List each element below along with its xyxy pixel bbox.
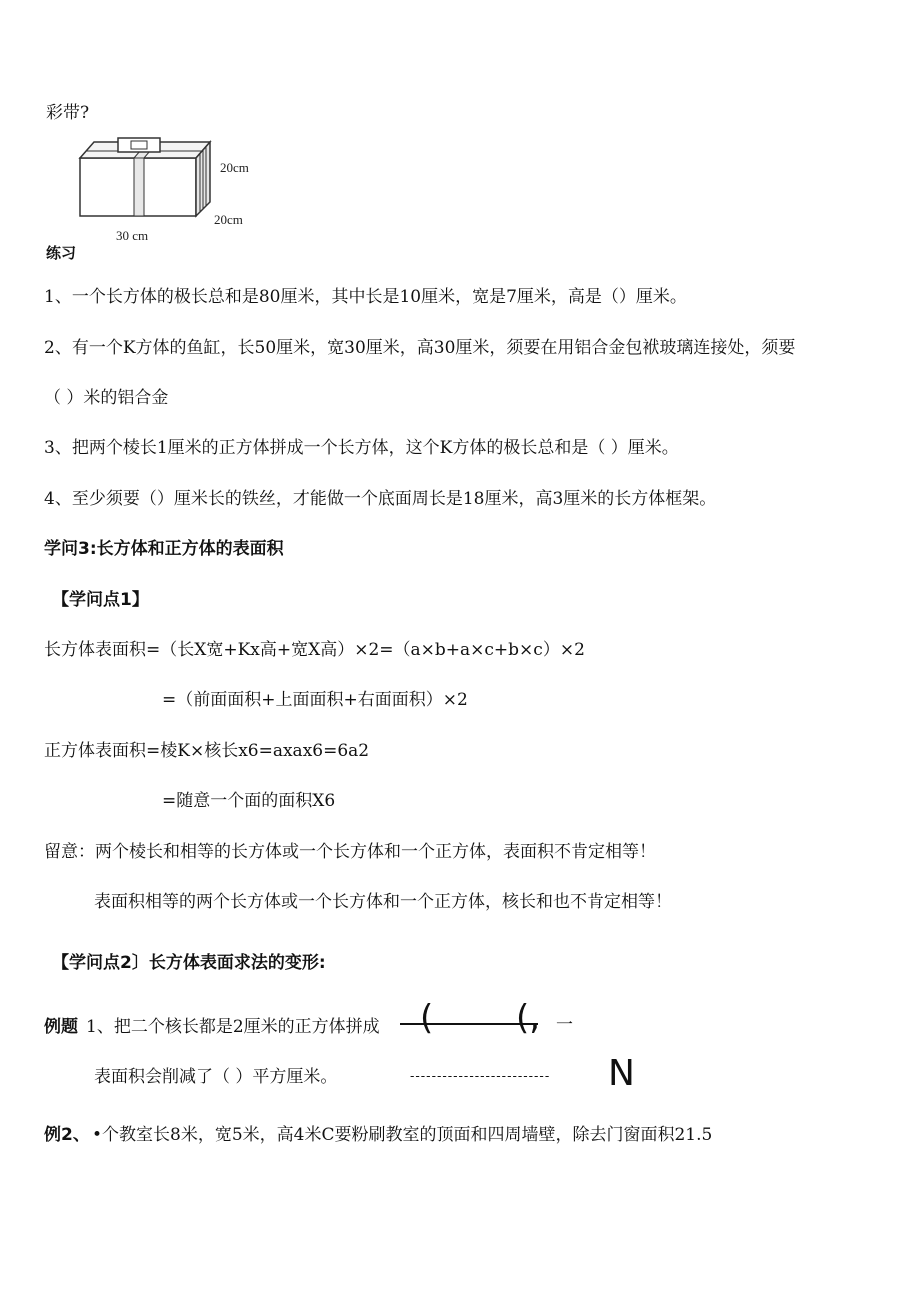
example1-letter: N <box>608 1053 635 1094</box>
example1-line2: 表面积会削减了（ ）平方厘米。 <box>94 1067 338 1087</box>
label-length: 30 cm <box>116 228 149 243</box>
example2-text: •个教室长8米，宽5米，高4米C要粉刷教室的顶面和四周墙壁，除去门窗面积21.5 <box>92 1125 713 1145</box>
intro-tail: 彩带? <box>46 103 90 123</box>
point1-title: 【学问点1】 <box>52 590 149 610</box>
note-2: 表面积相等的两个长方体或一个长方体和一个正方体，核长和也不肯定相等！ <box>94 892 672 912</box>
point2-title: 【学问点2〕长方体表面求法的变形: <box>52 953 326 973</box>
formula-cuboid-2: =（前面面积+上面面积+右面面积）×2 <box>162 690 468 710</box>
example1-dashes: -------------------------- <box>410 1069 551 1084</box>
formula-cube-2: =随意一个面的面积X6 <box>162 791 336 811</box>
formula-cuboid: 长方体表面积=（长X宽+Kx高+宽X高）×2=（a×b+a×c+b×c）×2 <box>44 640 585 660</box>
example1-text: 1、把二个核长都是2厘米的正方体拼成 <box>86 1017 380 1037</box>
example1-glyph-2: (, <box>516 998 541 1038</box>
example1-tail: 一 <box>556 1015 573 1035</box>
practice-item-4: 4、至少须要（）厘米长的铁丝，才能做一个底面周长是18厘米，高3厘米的长方体框架。 <box>44 489 717 509</box>
practice-item-2: 2、有一个K方体的鱼缸，长50厘米，宽30厘米，高30厘米，须要在用铝合金包袱玻璃连接处，须要 <box>44 338 796 358</box>
gift-box-figure <box>74 132 274 244</box>
note-1: 留意：两个棱长和相等的长方体或一个长方体和一个正方体，表面积不肯定相等！ <box>44 842 656 862</box>
section-title: 学问3:长方体和正方体的表面积 <box>44 539 284 559</box>
example2-label: 例2、 <box>44 1125 90 1145</box>
gift-box-drawing <box>74 132 214 222</box>
practice-item-1: 1、一个长方体的极长总和是80厘米，其中长是10厘米，宽是7厘米，高是（）厘米。 <box>44 287 687 307</box>
practice-item-3: 3、把两个棱长1厘米的正方体拼成一个长方体，这个K方体的极长总和是（ ）厘米。 <box>44 438 679 458</box>
label-height: 20cm <box>220 160 249 175</box>
example1-label: 例题 <box>44 1017 78 1037</box>
label-width: 20cm <box>214 212 243 227</box>
example1-glyph-1: ( <box>420 998 434 1038</box>
practice-title: 练习 <box>46 244 77 262</box>
formula-cube: 正方体表面积=棱K×核长x6=axax6=6a2 <box>44 741 370 761</box>
practice-item-2-cont: （ ）米的铝合金 <box>44 388 169 408</box>
example-1 <box>0 1000 920 1100</box>
